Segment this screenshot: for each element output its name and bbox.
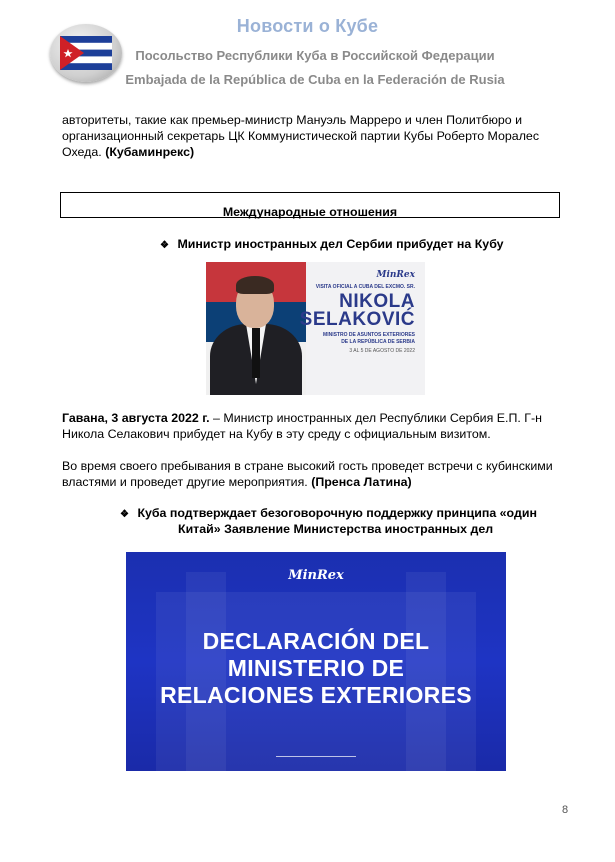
article-line [62, 410, 571, 426]
page-number: 8 [562, 804, 569, 816]
banner-divider [276, 756, 356, 757]
embassy-name-es: Embajada de la República de Cuba en la Federación de Rusia [125, 72, 505, 87]
intro-paragraph [62, 112, 571, 160]
minrex-logo: MinRex [376, 270, 415, 280]
photo-caption-top: VISITA OFICIAL A CUBA DEL EXCMO. SR. [315, 284, 415, 290]
headline-text: Куба подтверждает безоговорочную поддержку принципа «один [137, 506, 537, 520]
source-credit: (Кубаминрекс) [105, 145, 195, 159]
minister-portrait-hair [236, 276, 274, 294]
selakovic-visit-photo [206, 262, 425, 395]
article-line [62, 474, 571, 490]
source-credit: (Пренса Латина) [311, 475, 412, 489]
article-line: Никола Селакович прибудет на Кубу в эту среду с официальным визитом. [62, 427, 491, 441]
intro-line: авторитеты, такие как премьер-министр Мануэль Марреро и член Политбюро и [62, 113, 523, 127]
banner-line-3: RELACIONES EXTERIORES [160, 682, 472, 708]
article-text: – Министр иностранных дел Республики Сербия Е.П. Г-н [209, 411, 542, 425]
newsletter-title: Новости о Кубе [236, 16, 379, 36]
photo-dates: 3 AL 5 DE AGOSTO DE 2022 [349, 348, 415, 354]
intro-line [62, 144, 571, 160]
banner-line-1: DECLARACIÓN DEL [202, 628, 430, 654]
minrex-declaration-banner [126, 552, 506, 771]
intro-line: организационный секретарь ЦК Коммунистической партии Кубы Роберто Моралес [62, 129, 540, 143]
article-headline-line2[interactable]: Китай» Заявление Министерства иностранных дел [178, 522, 494, 536]
intro-text: Охеда. [62, 145, 106, 159]
embassy-name-ru: Посольство Республики Куба в Российской Федерации [135, 48, 495, 63]
article-text: властями и проведет другие мероприятия. [62, 475, 312, 489]
headline-text: Министр иностранных дел Сербии прибудет на Кубу [177, 237, 504, 251]
section-title: Международные отношения [222, 205, 398, 219]
photo-name-last: SELAKOVIĆ [299, 309, 415, 330]
photo-name-first: NIKOLA [339, 291, 415, 312]
minrex-logo: MinRex [288, 568, 344, 583]
photo-role-2: DE LA REPÚBLICA DE SERBIA [341, 339, 415, 345]
article-headline[interactable] [160, 236, 504, 254]
article-paragraph [62, 410, 571, 442]
article-line: Во время своего пребывания в стране высокий гость проведет встречи с кубинскими [62, 459, 553, 473]
banner-line-2: MINISTERIO DE [227, 655, 405, 681]
minister-portrait-tie [252, 328, 260, 378]
dateline: Гавана, 3 августа 2022 г. [62, 411, 210, 425]
article-paragraph [62, 458, 571, 490]
bullet-diamond-icon: ❖ [120, 509, 129, 520]
bullet-diamond-icon: ❖ [160, 240, 169, 251]
photo-role-1: MINISTRO DE ASUNTOS EXTERIORES [323, 332, 415, 338]
